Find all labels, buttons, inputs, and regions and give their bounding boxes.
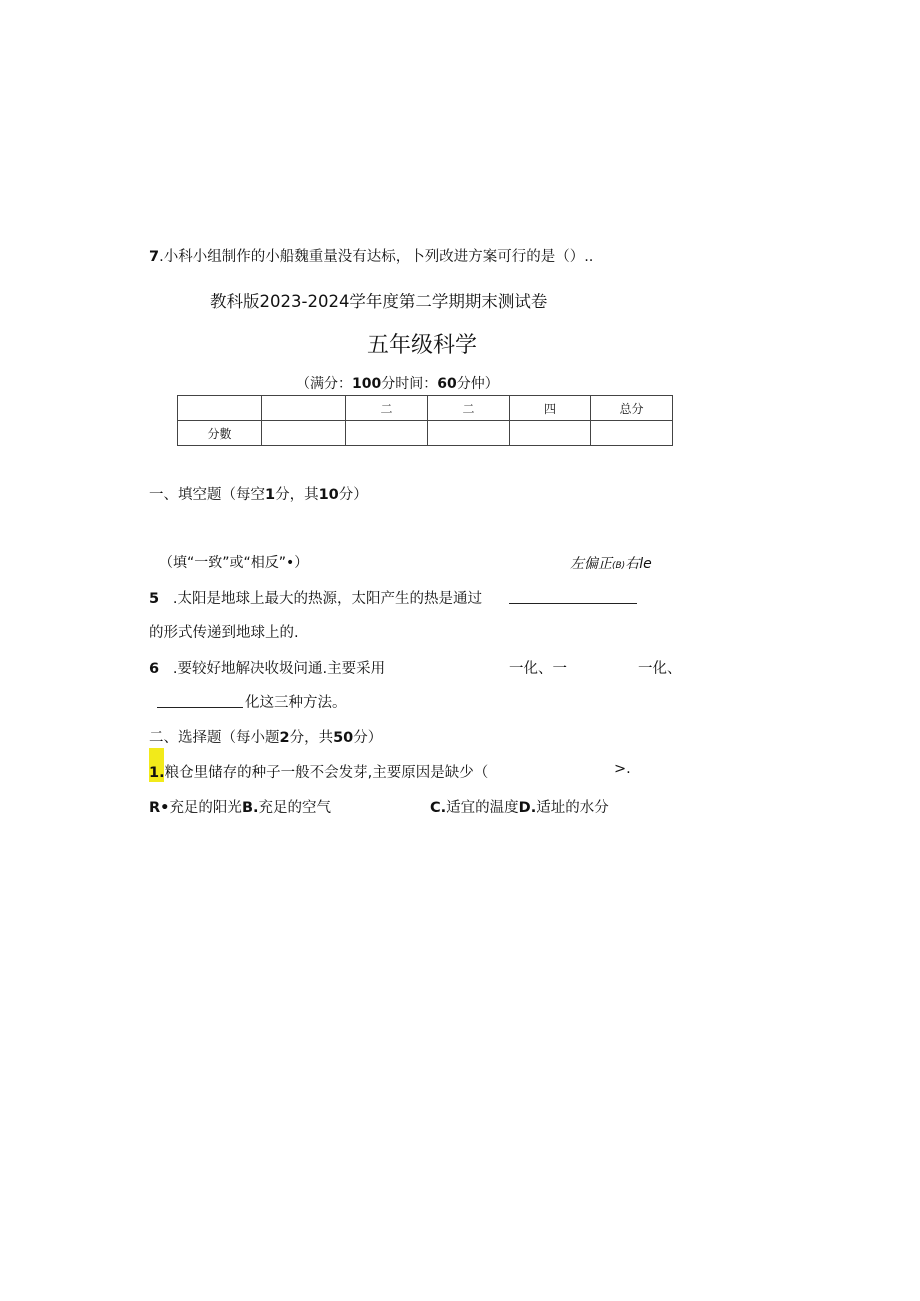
table-header-cell — [262, 396, 346, 421]
table-header-cell: 总分 — [591, 396, 673, 421]
score-cell — [591, 421, 673, 446]
score-row-label: 分數 — [178, 421, 262, 446]
fill-hint: （填“一致”或“相反”•） — [159, 555, 309, 571]
options-c-d: C.适宜的温度D.适址的水分 — [430, 800, 609, 816]
score-cell — [428, 421, 510, 446]
page-title: 五年级科学 — [367, 333, 478, 358]
question-7: 7.小科小组制作的小船魏重量没有达标，卜列改进方案可行的是（）.. — [149, 249, 594, 265]
score-table — [177, 395, 673, 446]
table-header-cell: 二 — [428, 396, 510, 421]
score-table-row — [178, 421, 673, 446]
section-2-heading: 二、选择题（每小题2分，共50分） — [149, 730, 383, 746]
table-header-cell — [178, 396, 262, 421]
question-6-continuation: 化这三种方法。 — [245, 695, 347, 711]
question-1-end: >. — [614, 761, 631, 777]
answer-blank — [509, 603, 637, 604]
question-6: 6 .要较好地解决收圾问通.主要采用 — [149, 661, 386, 677]
question-5-continuation: 的形式传递到地球上的. — [149, 625, 299, 641]
exam-meta: （满分：100分时间：60分仲） — [296, 376, 499, 392]
section-1-heading: 一、填空题（每空1分，其10分） — [149, 487, 368, 503]
score-cell — [510, 421, 591, 446]
table-header-cell: 四 — [510, 396, 591, 421]
question-6-part-a: 一化、一 — [509, 661, 567, 677]
options-a-b: R•充足的阳光B.充足的空气 — [149, 800, 331, 816]
table-header-cell: 二 — [346, 396, 428, 421]
fill-choice: 左偏正(B)右le — [570, 556, 652, 572]
question-5: 5 .太阳是地球上最大的热源，太阳产生的热是通过 — [149, 591, 483, 607]
score-cell — [346, 421, 428, 446]
score-cell — [262, 421, 346, 446]
answer-blank — [157, 707, 243, 708]
question-6-part-b: 一化、 — [638, 661, 682, 677]
score-table-header-row — [178, 396, 673, 421]
exam-header-title: 教科版2023-2024学年度第二学期期末测试卷 — [210, 292, 548, 311]
question-1: 1.粮仓里储存的种子一般不会发芽,主要原因是缺少（ — [149, 765, 489, 781]
